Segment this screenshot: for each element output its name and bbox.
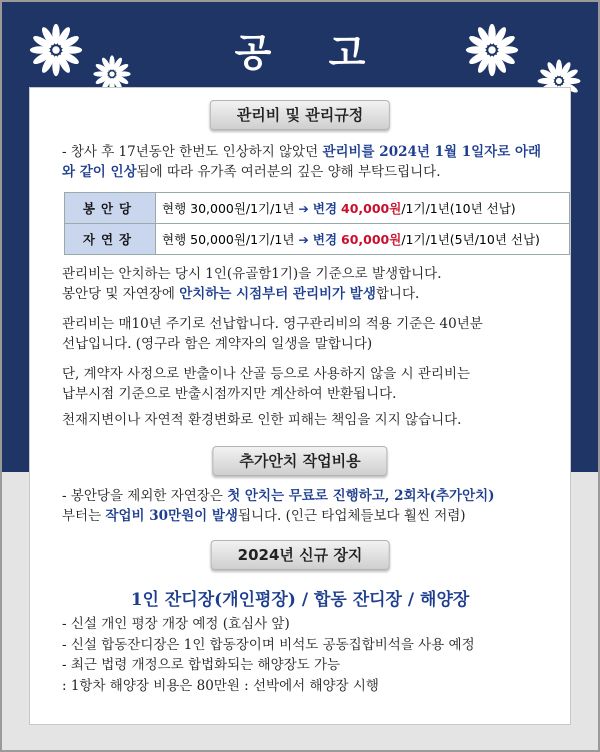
fee-table [64, 192, 570, 255]
list-item: - 최근 법령 개정으로 합법화되는 해양장도 가능 [62, 657, 341, 673]
new-price: 60,000원 [341, 232, 402, 247]
table-row [65, 224, 570, 255]
arrow-right-icon: ➔ [298, 201, 309, 216]
notice-card [30, 88, 570, 724]
arrow-right-icon: ➔ [298, 232, 309, 247]
fee-intro-highlight: 관리비를 2024년 1월 1일자로 아래와 같이 인상 [62, 144, 542, 180]
fee-paragraph-2: 관리비는 매10년 주기로 선납합니다. 영구관리비의 적용 기준은 40년분 선납입니다. (영구라 함은 계약자의 일생을 말합니다) [62, 316, 483, 352]
row-name: 봉안당 [65, 193, 156, 224]
section-header-new: 2024년 신규 장지 [211, 540, 390, 570]
fee-paragraph-3: 단, 계약자 사정으로 반출이나 산골 등으로 사용하지 않을 시 관리비는 납부시점 기준으로 반출시점까지만 계산하여 반환됩니다. [62, 366, 471, 402]
list-item: - 신설 개인 평장 개장 예정 (효심사 앞) [62, 616, 290, 632]
section-header-extra: 추가안치 작업비용 [212, 446, 387, 476]
list-item: - 신설 합동잔디장은 1인 합동장이며 비석도 공동집합비석을 사용 예정 [62, 636, 475, 653]
page-title: 공 고 [234, 31, 388, 75]
list-item: : 1항차 해양장 비용은 80만원 : 선박에서 해양장 시행 [62, 677, 379, 694]
fee-paragraph-1: 관리비는 안치하는 당시 1인(유골함1기)을 기준으로 발생합니다. 봉안당 및 자연장에 안치하는 시점부터 관리비가 발생합니다. [62, 266, 442, 302]
fee-paragraph-4: 천재지변이나 자연적 환경변화로 인한 피해는 책임을 지지 않습니다. [62, 412, 462, 428]
table-row [65, 193, 570, 224]
row-detail: 현행 50,000원/1기/1년 ➔ 변경 60,000원/1기/1년(5년/10년 선납) [156, 224, 570, 255]
new-price: 40,000원 [341, 201, 402, 216]
new-subtitle: 1인 잔디장(개인평장) / 합동 잔디장 / 해양장 [130, 590, 470, 610]
new-items [62, 614, 550, 696]
extra-paragraph: - 봉안당을 제외한 자연장은 첫 안치는 무료로 진행하고, 2회차(추가안치) 부터는 작업비 30만원이 발생됩니다. (인근 타업체들보다 훨씬 저렴) [62, 488, 495, 524]
row-detail: 현행 30,000원/1기/1년 ➔ 변경 40,000원/1기/1년(10년 선납) [156, 193, 570, 224]
row-name: 자연장 [65, 224, 156, 255]
section-header-fee: 관리비 및 관리규정 [210, 100, 390, 130]
fee-intro: - 창사 후 17년동안 한번도 인상하지 않았던 관리비를 2024년 1월 1일자로 아래와 같이 인상됨에 따라 유가족 여러분의 깊은 양해 부탁드립니다. [62, 144, 542, 180]
